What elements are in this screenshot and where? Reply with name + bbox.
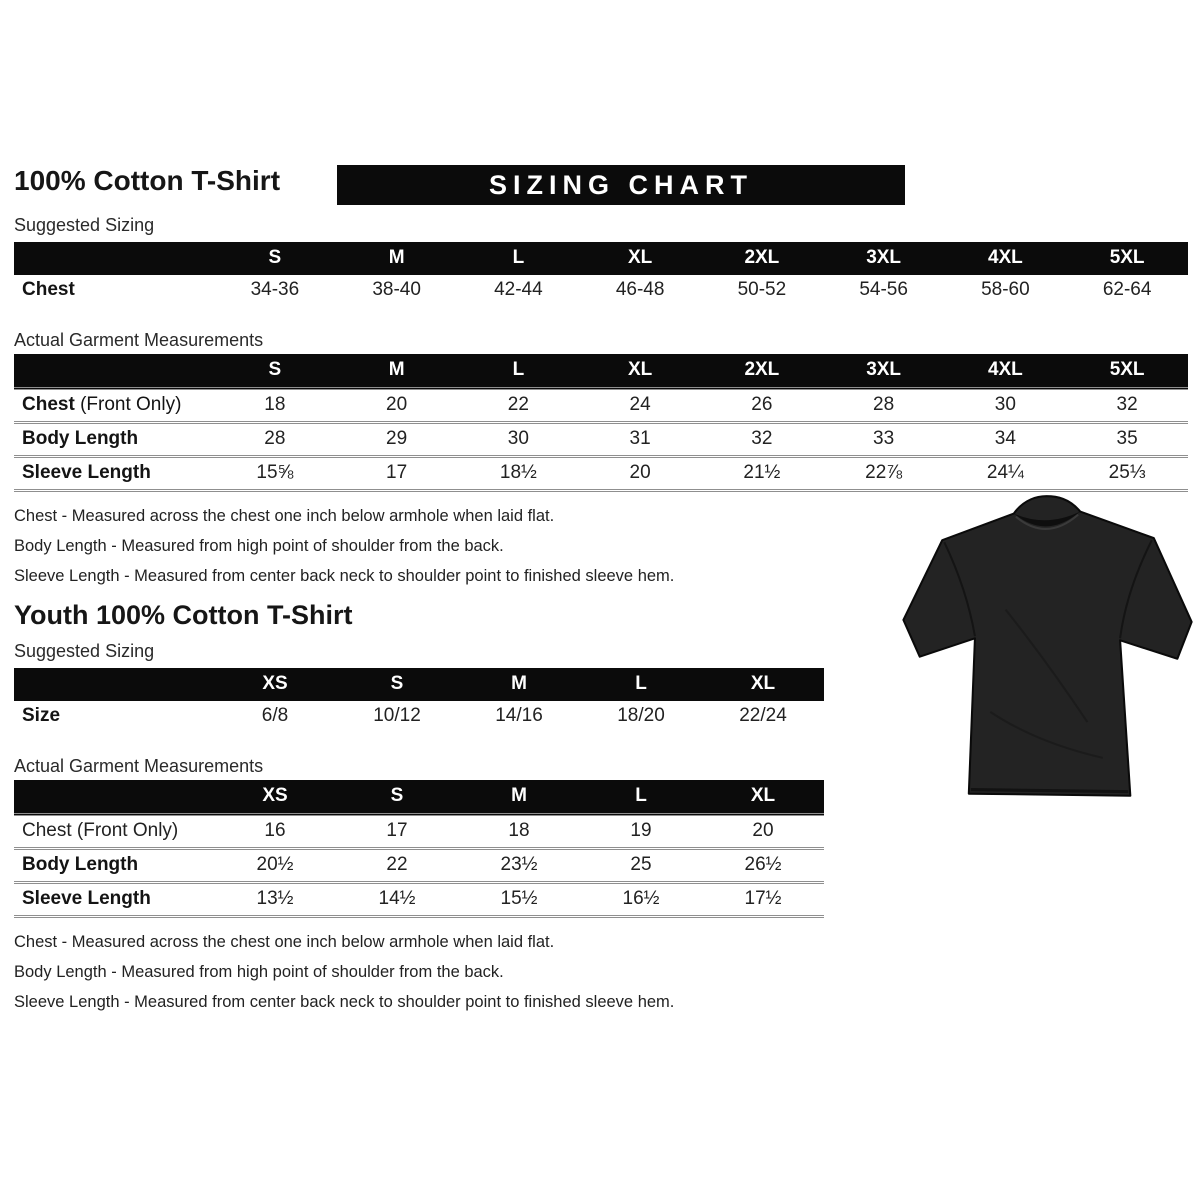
measurement-cell: 35 <box>1066 423 1188 457</box>
black-tshirt-image <box>893 487 1200 809</box>
row-label: Body Length <box>14 423 214 457</box>
size-column-header: 3XL <box>823 242 945 275</box>
measurement-cell: 6/8 <box>261 705 289 726</box>
measurement-cell: 58-60 <box>981 279 1030 300</box>
size-column-header: 5XL <box>1066 354 1188 389</box>
header-spacer <box>14 242 214 275</box>
size-column-header: M <box>336 242 458 275</box>
measurement-cell: 14½ <box>336 883 458 917</box>
measurement-cell: 20 <box>579 457 701 491</box>
measurement-cell: 54-56 <box>859 279 908 300</box>
row-label: Sleeve Length <box>14 457 214 491</box>
header-spacer <box>14 668 214 701</box>
size-header-row <box>14 780 824 815</box>
measurement-cell: 30 <box>945 389 1067 423</box>
page-title: 100% Cotton T-Shirt <box>14 165 281 196</box>
row-label: Size <box>22 705 61 726</box>
measurement-cell: 28 <box>823 389 945 423</box>
measurement-row <box>14 423 1188 457</box>
header-spacer <box>14 780 214 815</box>
row-label: Body Length <box>14 849 214 883</box>
measurement-cell: 38-40 <box>372 279 421 300</box>
measurement-cell: 18 <box>214 389 336 423</box>
measurement-row <box>14 849 824 883</box>
measurement-cell: 10/12 <box>373 705 421 726</box>
size-column-header: L <box>580 668 702 701</box>
measurement-cell: 15⅝ <box>214 457 336 491</box>
size-header-row <box>14 242 1188 275</box>
measurement-cell: 22 <box>458 389 580 423</box>
measurement-cell: 22/24 <box>739 705 787 726</box>
measurement-cell: 18 <box>458 815 580 849</box>
measurement-cell: 28 <box>214 423 336 457</box>
page-header <box>14 0 1188 205</box>
measurement-cell: 33 <box>823 423 945 457</box>
size-column-header: S <box>214 242 336 275</box>
measurement-cell: 13½ <box>214 883 336 917</box>
adult-actual-measurements-label: Actual Garment Measurements <box>14 330 264 350</box>
size-column-header: XS <box>214 668 336 701</box>
note-body-length: Body Length - Measured from high point of shoulder from the back. <box>14 963 504 981</box>
measurement-cell: 26 <box>701 389 823 423</box>
size-column-header: L <box>458 242 580 275</box>
adult-actual-measurements-table <box>14 354 1188 492</box>
measurement-row <box>14 389 1188 423</box>
size-column-header: L <box>580 780 702 815</box>
measurement-cell: 50-52 <box>737 279 787 300</box>
measurement-cell: 17½ <box>702 883 824 917</box>
size-column-header: M <box>458 780 580 815</box>
measurement-cell: 14/16 <box>495 705 543 726</box>
measurement-cell: 22⅞ <box>823 457 945 491</box>
size-column-header: M <box>336 354 458 389</box>
size-column-header: 2XL <box>701 354 823 389</box>
tshirt-product-photo <box>893 487 1200 809</box>
size-column-header: S <box>336 668 458 701</box>
note-chest: Chest - Measured across the chest one inch below armhole when laid flat. <box>14 933 555 951</box>
measurement-row <box>14 275 1188 306</box>
tshirt-body <box>903 496 1191 796</box>
youth-section-title: Youth 100% Cotton T-Shirt <box>14 600 353 630</box>
measurement-cell: 18/20 <box>617 705 665 726</box>
size-column-header: S <box>214 354 336 389</box>
measurement-cell: 30 <box>458 423 580 457</box>
size-column-header: XL <box>702 668 824 701</box>
size-header-row <box>14 354 1188 389</box>
size-column-header: XL <box>579 354 701 389</box>
measurement-row <box>14 815 824 849</box>
measurement-cell: 24¼ <box>945 457 1067 491</box>
size-column-header: M <box>458 668 580 701</box>
measurement-cell: 22 <box>336 849 458 883</box>
measurement-cell: 15½ <box>458 883 580 917</box>
measurement-cell: 20 <box>336 389 458 423</box>
measurement-cell: 46-48 <box>615 279 665 300</box>
row-label: Chest (Front Only) <box>14 389 214 423</box>
measurement-row <box>14 883 824 917</box>
measurement-cell: 32 <box>1066 389 1188 423</box>
size-column-header: 5XL <box>1066 242 1188 275</box>
measurement-cell: 20 <box>702 815 824 849</box>
size-column-header: 2XL <box>701 242 823 275</box>
measurement-row <box>14 457 1188 491</box>
row-label: Sleeve Length <box>14 883 214 917</box>
measurement-cell: 31 <box>579 423 701 457</box>
youth-suggested-sizing-label: Suggested Sizing <box>14 641 155 661</box>
row-label: Chest <box>22 279 75 300</box>
measurement-cell: 24 <box>579 389 701 423</box>
youth-actual-measurements-table <box>14 780 824 918</box>
youth-suggested-sizing-table <box>14 668 824 732</box>
measurement-cell: 20½ <box>214 849 336 883</box>
measurement-cell: 62-64 <box>1102 279 1152 300</box>
measurement-cell: 26½ <box>702 849 824 883</box>
measurement-cell: 42-44 <box>494 279 543 300</box>
size-column-header: XL <box>579 242 701 275</box>
measurement-row <box>14 701 824 732</box>
youth-measurement-notes <box>14 933 1188 1012</box>
measurement-cell: 16 <box>214 815 336 849</box>
tshirt-hem <box>971 790 1128 792</box>
measurement-cell: 18½ <box>458 457 580 491</box>
note-chest: Chest - Measured across the chest one inch below armhole when laid flat. <box>14 507 555 525</box>
measurement-cell: 23½ <box>458 849 580 883</box>
measurement-cell: 34 <box>945 423 1067 457</box>
size-column-header: XS <box>214 780 336 815</box>
youth-actual-measurements-label: Actual Garment Measurements <box>14 756 264 776</box>
row-label: Chest (Front Only) <box>14 815 214 849</box>
measurement-cell: 34-36 <box>250 279 300 300</box>
measurement-cell: 19 <box>580 815 702 849</box>
measurement-cell: 17 <box>336 457 458 491</box>
size-column-header: L <box>458 354 580 389</box>
header-spacer <box>14 354 214 389</box>
measurement-cell: 16½ <box>580 883 702 917</box>
size-column-header: 4XL <box>945 354 1067 389</box>
measurement-cell: 32 <box>701 423 823 457</box>
note-sleeve-length: Sleeve Length - Measured from center back neck to shoulder point to finished sleeve hem. <box>14 567 675 585</box>
size-header-row <box>14 668 824 701</box>
adult-suggested-sizing-label: Suggested Sizing <box>14 215 155 235</box>
measurement-cell: 17 <box>336 815 458 849</box>
sizing-chart-banner: SIZING CHART <box>337 165 905 205</box>
adult-suggested-sizing-table <box>14 242 1188 306</box>
note-body-length: Body Length - Measured from high point of shoulder from the back. <box>14 537 504 555</box>
size-column-header: XL <box>702 780 824 815</box>
measurement-cell: 21½ <box>701 457 823 491</box>
size-column-header: S <box>336 780 458 815</box>
measurement-cell: 25⅓ <box>1066 457 1188 491</box>
note-sleeve-length: Sleeve Length - Measured from center back neck to shoulder point to finished sleeve hem. <box>14 993 675 1011</box>
measurement-cell: 25 <box>580 849 702 883</box>
measurement-cell: 29 <box>336 423 458 457</box>
size-column-header: 4XL <box>945 242 1067 275</box>
size-column-header: 3XL <box>823 354 945 389</box>
